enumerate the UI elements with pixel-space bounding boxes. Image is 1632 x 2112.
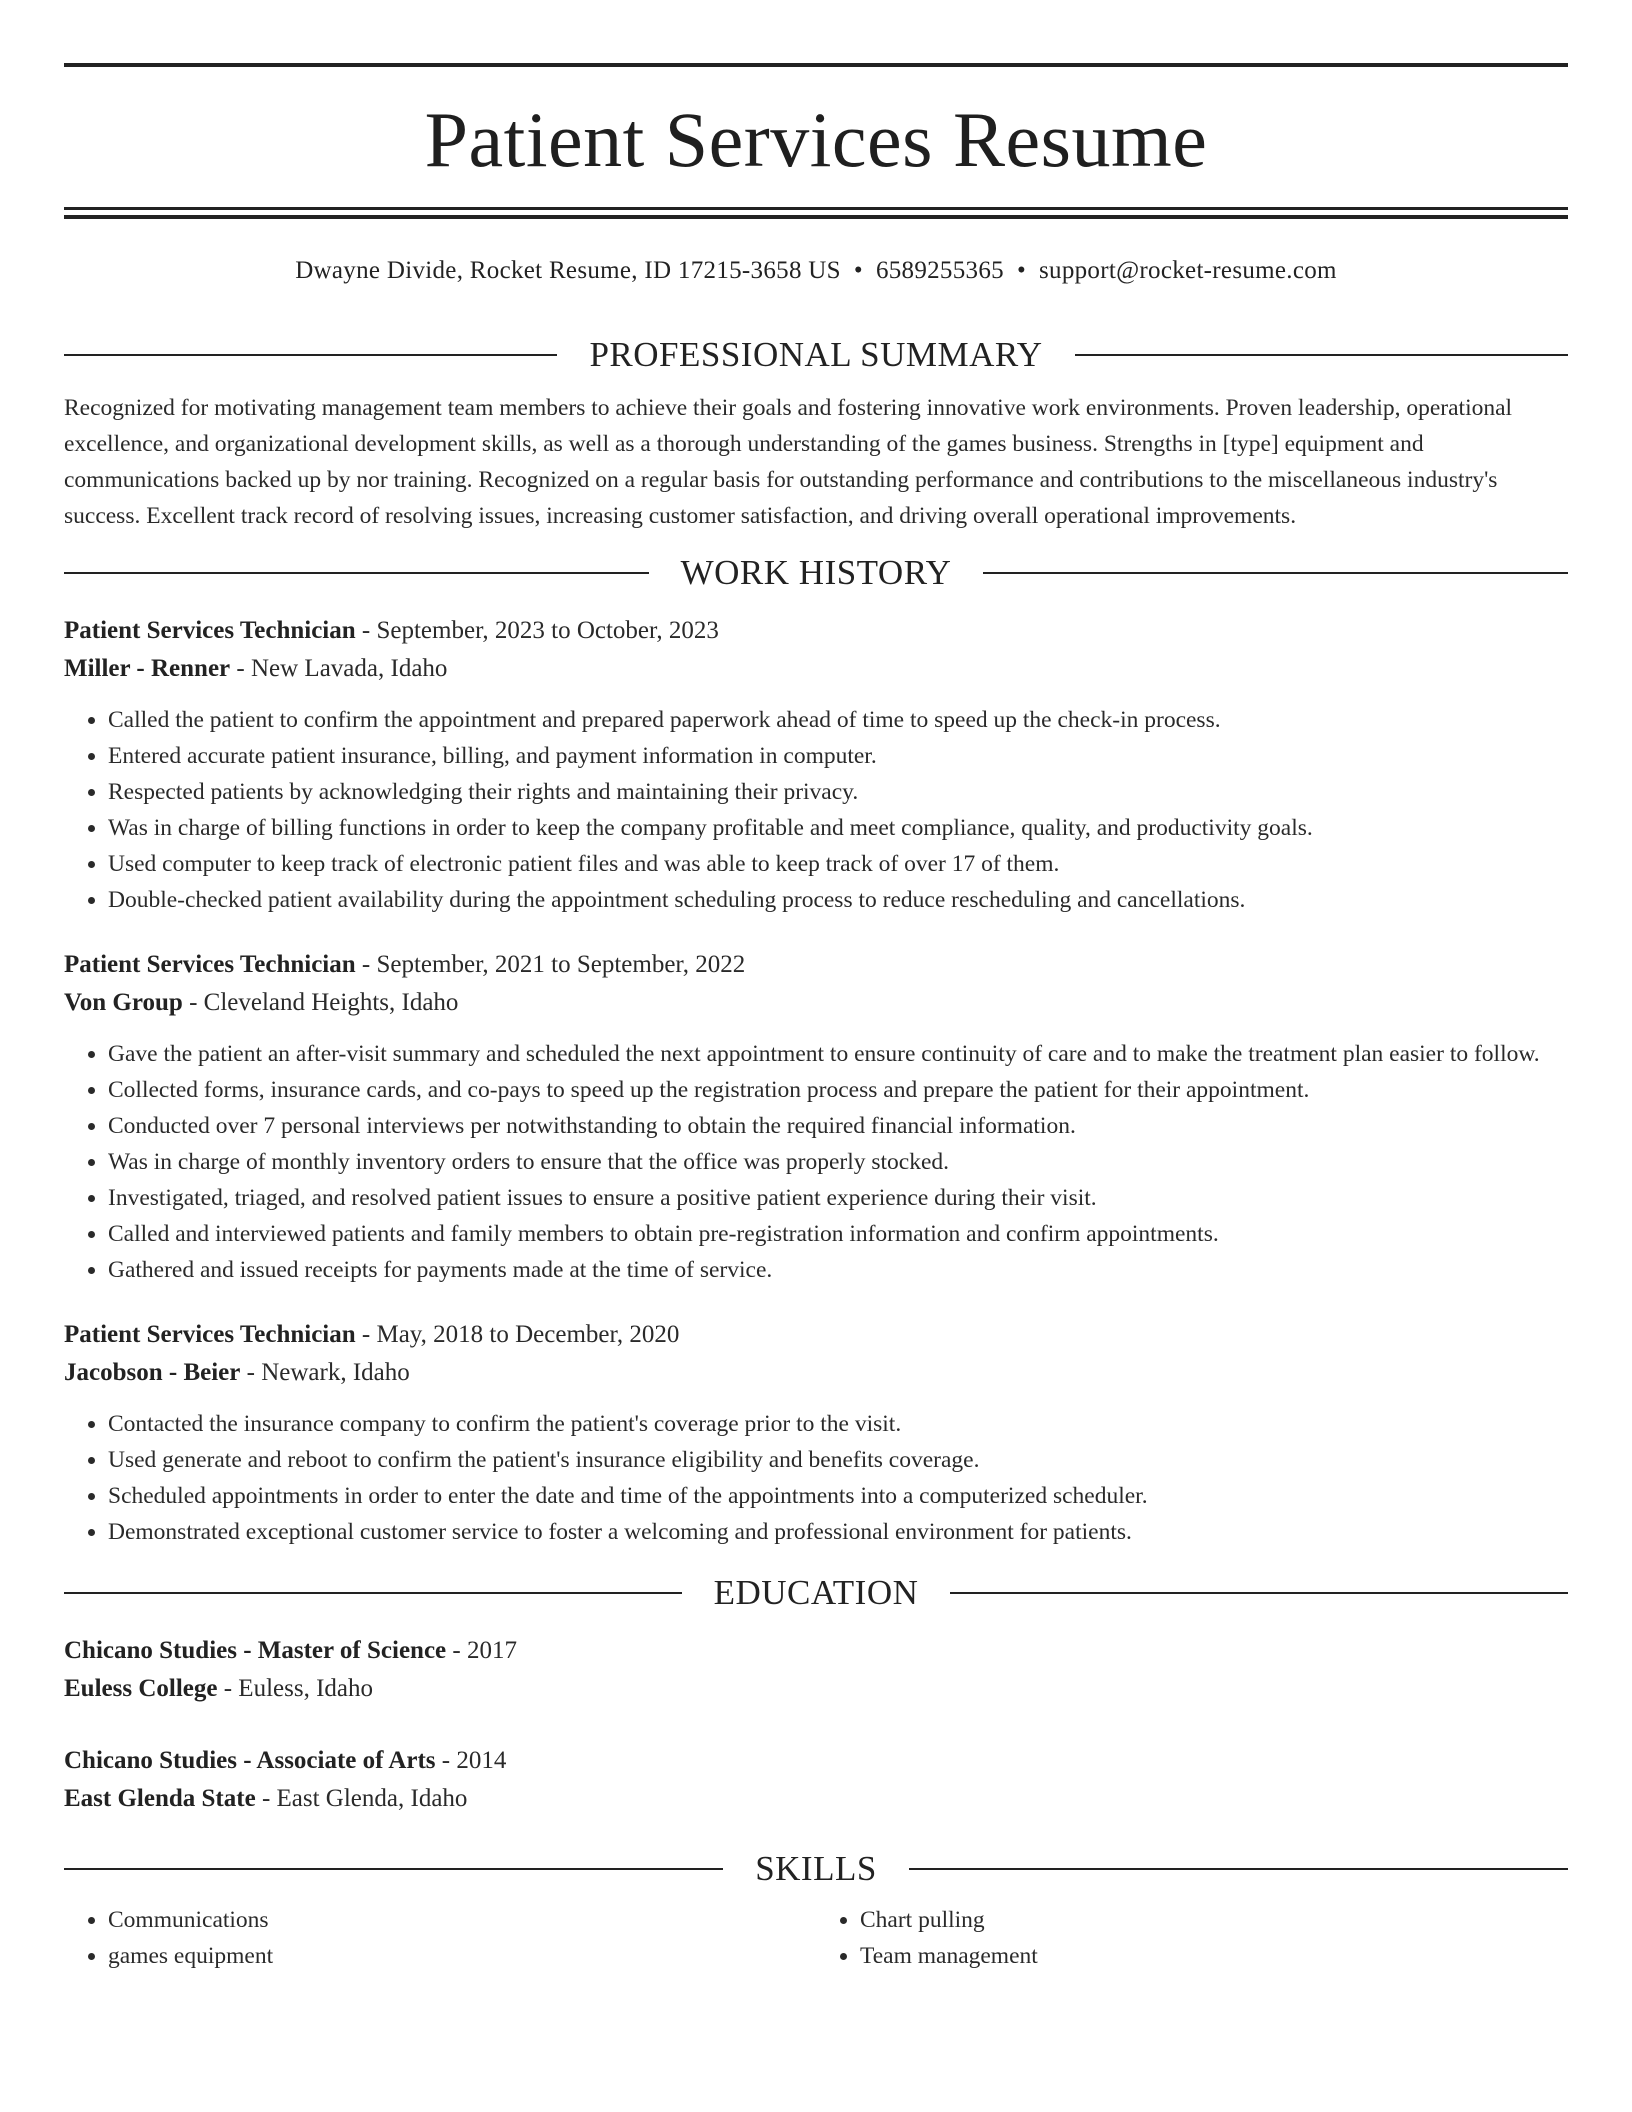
job-entry bbox=[64, 612, 1568, 918]
list-item: • Was in charge of monthly inventory orders to ensure that the office was properly stocked. bbox=[108, 1144, 1568, 1180]
job-entry bbox=[64, 1316, 1568, 1550]
heading-rule-right bbox=[909, 1868, 1568, 1870]
section-heading-education bbox=[64, 1568, 1568, 1618]
summary-text: Recognized for motivating management team members to achieve their goals and fostering innovative work environments. Proven leadership, operational excellence, and organizational development skills, as well as a thorough understanding of the games business. Strengths in [type] equipment and communications backed up by nor training. Recognized on a regular basis for outstanding performance and contributions to the miscellaneous industry's success. Excellent track record of resolving issues, increasing customer satisfaction, and driving overall operational improvements. bbox=[64, 395, 1513, 529]
skills-list bbox=[64, 1902, 1568, 1974]
list-item: • Called the patient to confirm the appointment and prepared paperwork ahead of time to speed up the check-in process. bbox=[108, 702, 1568, 738]
list-item: • Communications bbox=[108, 1902, 816, 1938]
list-item: • Gave the patient an after-visit summary and scheduled the next appointment to ensure continuity of care and to make the treatment plan easier to follow. bbox=[108, 1036, 1568, 1072]
job-company-line bbox=[64, 1354, 1568, 1392]
job-location: - New Lavada, Idaho bbox=[230, 655, 448, 682]
contact-email: support@rocket-resume.com bbox=[1039, 257, 1337, 284]
list-item: • Respected patients by acknowledging their rights and maintaining their privacy. bbox=[108, 774, 1568, 810]
list-item: • Investigated, triaged, and resolved patient issues to ensure a positive patient experience during their visit. bbox=[108, 1180, 1568, 1216]
school-location: - Euless, Idaho bbox=[217, 1675, 373, 1702]
job-title: Patient Services Technician bbox=[64, 617, 356, 644]
job-location: - Newark, Idaho bbox=[240, 1359, 410, 1386]
job-location: - Cleveland Heights, Idaho bbox=[182, 989, 459, 1016]
degree: Chicano Studies - Master of Science bbox=[64, 1637, 447, 1664]
degree-line bbox=[64, 1632, 1568, 1670]
list-item: • Called and interviewed patients and family members to obtain pre-registration information and confirm appointments. bbox=[108, 1216, 1568, 1252]
heading-rule-left bbox=[64, 1592, 682, 1594]
education-entry bbox=[64, 1742, 1568, 1818]
job-company-line bbox=[64, 650, 1568, 688]
school: East Glenda State bbox=[64, 1785, 256, 1812]
heading-rule-left bbox=[64, 1868, 723, 1870]
job-dates: - May, 2018 to December, 2020 bbox=[355, 1321, 680, 1348]
heading-rule-right bbox=[983, 572, 1568, 574]
list-item: • Conducted over 7 personal interviews per notwithstanding to obtain the required financial information. bbox=[108, 1108, 1568, 1144]
list-item: • Gathered and issued receipts for payments made at the time of service. bbox=[108, 1252, 1568, 1288]
list-item: • Entered accurate patient insurance, billing, and payment information in computer. bbox=[108, 738, 1568, 774]
header-double-rule bbox=[64, 207, 1568, 219]
education-entry bbox=[64, 1632, 1568, 1708]
school-line bbox=[64, 1780, 1568, 1818]
job-title-line bbox=[64, 946, 1568, 984]
job-bullets bbox=[64, 1036, 1568, 1288]
section-heading-summary bbox=[64, 330, 1568, 380]
job-title: Patient Services Technician bbox=[64, 1321, 356, 1348]
list-item: • Double-checked patient availability during the appointment scheduling process to reduce rescheduling and cancellations. bbox=[108, 882, 1568, 918]
heading-rule-left bbox=[64, 354, 557, 356]
section-title: EDUCATION bbox=[713, 1573, 919, 1612]
section-title: WORK HISTORY bbox=[680, 553, 952, 592]
school-line bbox=[64, 1670, 1568, 1708]
skills-column-left bbox=[64, 1902, 816, 1974]
degree: Chicano Studies - Associate of Arts bbox=[64, 1747, 436, 1774]
resume-content bbox=[64, 330, 1568, 1974]
job-bullets bbox=[64, 1406, 1568, 1550]
job-dates: - September, 2021 to September, 2022 bbox=[355, 951, 746, 978]
list-item: • Used generate and reboot to confirm the patient's insurance eligibility and benefits coverage. bbox=[108, 1442, 1568, 1478]
heading-rule-right bbox=[950, 1592, 1568, 1594]
degree-year: - 2017 bbox=[446, 1637, 517, 1664]
job-company-line bbox=[64, 984, 1568, 1022]
heading-rule-right bbox=[1075, 354, 1568, 356]
job-title-line bbox=[64, 612, 1568, 650]
list-item: • Demonstrated exceptional customer service to foster a welcoming and professional environment for patients. bbox=[108, 1514, 1568, 1550]
job-entry bbox=[64, 946, 1568, 1288]
list-item: • Was in charge of billing functions in order to keep the company profitable and meet compliance, quality, and productivity goals. bbox=[108, 810, 1568, 846]
contact-separator: • bbox=[853, 257, 863, 284]
school-location: - East Glenda, Idaho bbox=[255, 1785, 468, 1812]
contact-separator: • bbox=[1016, 257, 1026, 284]
list-item: • Used computer to keep track of electronic patient files and was able to keep track of over 17 of them. bbox=[108, 846, 1568, 882]
contact-phone: 6589255365 bbox=[875, 257, 1004, 284]
skills-column-right bbox=[816, 1902, 1568, 1974]
job-dates: - September, 2023 to October, 2023 bbox=[355, 617, 719, 644]
page-title: Patient Services Resume bbox=[424, 96, 1208, 183]
header-top-rule bbox=[64, 63, 1568, 67]
job-company: Von Group bbox=[64, 989, 183, 1016]
list-item: • Chart pulling bbox=[860, 1902, 1568, 1938]
job-title: Patient Services Technician bbox=[64, 951, 356, 978]
list-item: • Contacted the insurance company to confirm the patient's coverage prior to the visit. bbox=[108, 1406, 1568, 1442]
job-company: Jacobson - Beier bbox=[64, 1359, 241, 1386]
job-title-line bbox=[64, 1316, 1568, 1354]
job-bullets bbox=[64, 702, 1568, 918]
degree-year: - 2014 bbox=[435, 1747, 507, 1774]
section-heading-work bbox=[64, 548, 1568, 598]
job-company: Miller - Renner bbox=[64, 655, 231, 682]
degree-line bbox=[64, 1742, 1568, 1780]
school: Euless College bbox=[64, 1675, 218, 1702]
list-item: • Collected forms, insurance cards, and co-pays to speed up the registration process and prepare the patient for their appointment. bbox=[108, 1072, 1568, 1108]
list-item: • games equipment bbox=[108, 1938, 816, 1974]
section-title: SKILLS bbox=[755, 1849, 877, 1888]
list-item: • Team management bbox=[860, 1938, 1568, 1974]
contact-line bbox=[64, 254, 1568, 288]
heading-rule-left bbox=[64, 572, 649, 574]
contact-address: Dwayne Divide, Rocket Resume, ID 17215-3658 US bbox=[295, 257, 841, 284]
section-heading-skills bbox=[64, 1844, 1568, 1894]
list-item: • Scheduled appointments in order to enter the date and time of the appointments into a computerized scheduler. bbox=[108, 1478, 1568, 1514]
section-title: PROFESSIONAL SUMMARY bbox=[589, 335, 1043, 374]
